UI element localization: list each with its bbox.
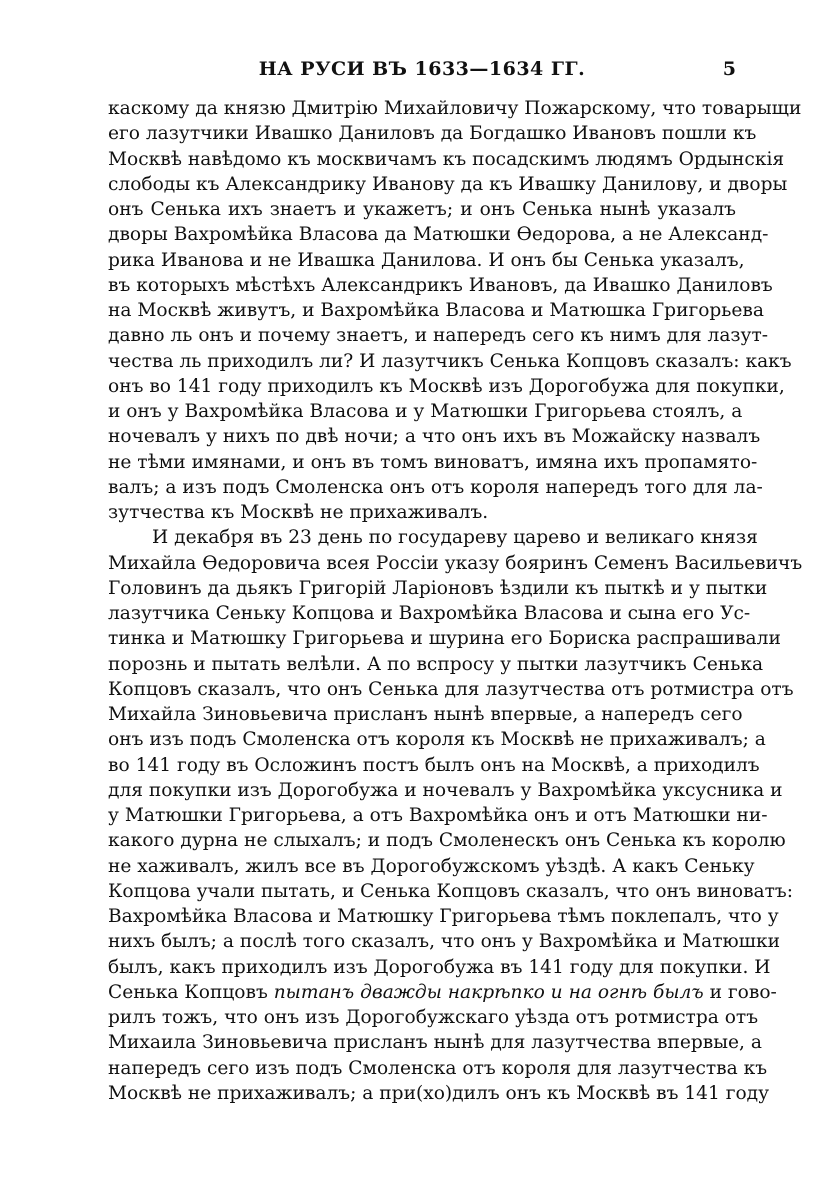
text-line: Вахромѣйка Власова и Матюшку Григорьева тѣмъ поклепалъ, что у bbox=[108, 906, 779, 927]
page-number: 5 bbox=[722, 58, 736, 80]
text-line: у Матюшки Григорьева, а отъ Вахромѣйка онъ и отъ Матюшки ни- bbox=[108, 805, 768, 826]
text-line: напередъ сего изъ подъ Смоленска отъ короля для лазутчества къ bbox=[108, 1057, 768, 1079]
text-span: и гово- bbox=[703, 981, 777, 1003]
text-line: давно ль онъ и почему знаетъ, и напередъ сего къ нимъ для лазут- bbox=[108, 325, 769, 347]
text-line: тинка и Матюшку Григорьева и шурина его Бориска распрашивали bbox=[108, 628, 781, 650]
text-line: Москвѣ навѣдомо къ москвичамъ къ посадскимъ людямъ Ордынскія bbox=[108, 148, 785, 170]
running-title: НА РУСИ ВЪ 1633—1634 ГГ. bbox=[258, 58, 586, 80]
text-line: лазутчика Сеньку Копцова и Вахромѣйка Власова и сына его Ус- bbox=[108, 603, 751, 624]
text-line: въ которыхъ мѣстѣхъ Александрикъ Ивановъ, да Ивашко Даниловъ bbox=[108, 274, 773, 296]
text-line: и онъ у Вахромѣйка Власова и у Матюшки Григорьева стоялъ, а bbox=[108, 401, 743, 422]
text-line: дворы Вахромѣйка Власова да Матюшки Ѳедорова, а не Александ- bbox=[108, 224, 769, 246]
text-line: онъ во 141 году приходилъ къ Москвѣ изъ Дорогобужа для покупки, bbox=[108, 375, 785, 397]
text-line: Головинъ да дьякъ Григорій Ларіоновъ ѣздили къ пыткѣ и у пытки bbox=[108, 577, 768, 599]
text-line: рика Иванова и не Ивашка Данилова. И онъ бы Сенька указалъ, bbox=[108, 249, 745, 271]
paragraph-2 bbox=[108, 525, 803, 1106]
text-line: не хаживалъ, жилъ все въ Дорогобужскомъ уѣздѣ. А какъ Сеньку bbox=[108, 855, 755, 877]
text-line: валъ; а изъ подъ Смоленска онъ отъ короля напередъ того для ла- bbox=[108, 476, 763, 498]
text-line: ночевалъ у нихъ по двѣ ночи; а что онъ ихъ въ Можайску назвалъ bbox=[108, 426, 761, 448]
text-line: рилъ тожъ, что онъ изъ Дорогобужскаго уѣзда отъ ротмистра отъ bbox=[108, 1007, 759, 1028]
text-line: какого дурна не слыхалъ; и подъ Смоленескъ онъ Сенька къ королю bbox=[108, 830, 786, 852]
text-line: И декабря въ 23 день по государеву царево и великаго князя bbox=[152, 527, 758, 549]
text-line: порознь и пытать велѣли. А по вспросу у пытки лазутчикъ Сенька bbox=[108, 653, 764, 675]
text-span: Сенька Копцовъ bbox=[108, 981, 274, 1003]
text-line: Михаила Зиновьевича присланъ нынѣ для лазутчества впервые, а bbox=[108, 1032, 762, 1054]
text-line: онъ Сенька ихъ знаетъ и укажетъ; и онъ Сенька нынѣ указалъ bbox=[108, 199, 736, 220]
text-line: Копцова учали пытать, и Сенька Копцовъ сказалъ, что онъ виноватъ: bbox=[108, 880, 794, 902]
text-line: былъ, какъ приходилъ изъ Дорогобужа въ 141 году для покупки. И bbox=[108, 956, 771, 978]
text-line: онъ изъ подъ Смоленска отъ короля къ Москвѣ не прихаживалъ; а bbox=[108, 729, 766, 751]
text-line: Михайла Ѳедоровича всея Россіи указу бояринъ Семенъ Васильевичъ bbox=[108, 552, 803, 574]
body-text bbox=[108, 96, 803, 1106]
text-line: во 141 году въ Осложинъ постъ былъ онъ на Москвѣ, а приходилъ bbox=[108, 754, 760, 776]
text-line: Копцовъ сказалъ, что онъ Сенька для лазутчества отъ ротмистра отъ bbox=[108, 678, 794, 700]
text-line: чества ль приходилъ ли? И лазутчикъ Сенька Копцовъ сказалъ: какъ bbox=[108, 350, 792, 372]
text-line: нихъ былъ; а послѣ того сказалъ, что онъ у Вахромѣйка и Матюшки bbox=[108, 931, 780, 953]
text-line-italic bbox=[108, 980, 777, 1005]
text-line: Москвѣ не прихаживалъ; а при(хо)дилъ онъ къ Москвѣ въ 141 году bbox=[108, 1082, 770, 1104]
text-line: его лазутчики Ивашко Даниловъ да Богдашко Ивановъ пошли къ bbox=[108, 123, 757, 145]
text-line: не тѣми имянами, и онъ въ томъ виноватъ, имяна ихъ пропамято- bbox=[108, 451, 758, 473]
italic-text-span: пытанъ дважды накрѣпко и на огнѣ былъ bbox=[273, 981, 704, 1003]
text-line: зутчества къ Москвѣ не прихаживалъ. bbox=[108, 502, 489, 523]
text-line: Михайла Зиновьевича присланъ нынѣ впервые, а напередъ сего bbox=[108, 704, 743, 725]
text-line: слободы къ Александрику Иванову да къ Ивашку Данилову, и дворы bbox=[108, 173, 788, 195]
text-line: на Москвѣ живутъ, и Вахромѣйка Власова и Матюшка Григорьева bbox=[108, 300, 764, 321]
text-line: каскому да князю Дмитрію Михайловичу Пожарскому, что товарыщи bbox=[108, 98, 802, 119]
text-line: для покупки изъ Дорогобужа и ночевалъ у Вахромѣйка уксусника и bbox=[108, 779, 783, 801]
paragraph-1 bbox=[108, 96, 802, 525]
page-header bbox=[108, 58, 736, 88]
